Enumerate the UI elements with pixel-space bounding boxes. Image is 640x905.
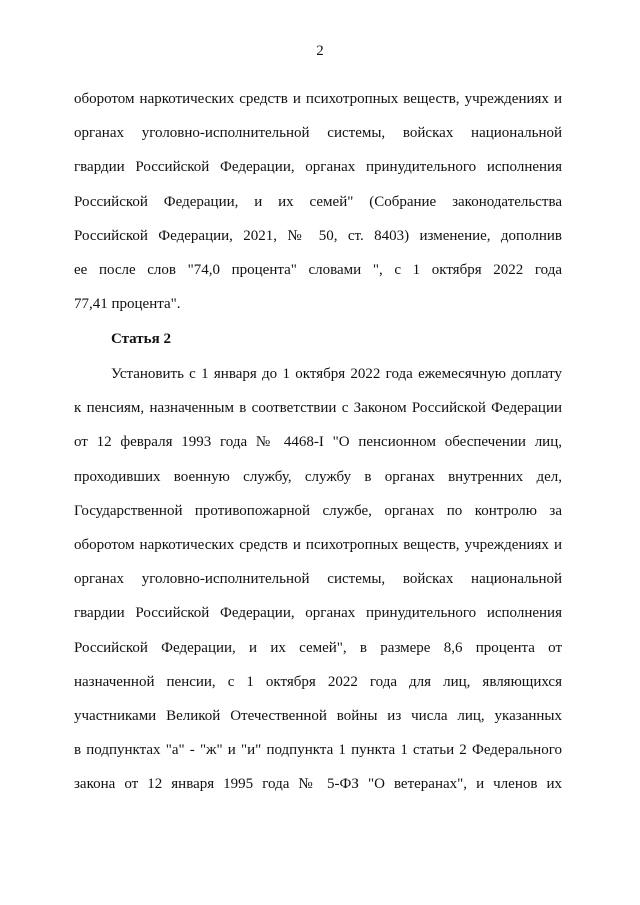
text-line: оборотом наркотических средств и психотропных веществ, учреждениях и [74,91,562,107]
text-line: органах уголовно-исполнительной системы, войсках национальной [74,125,562,142]
paragraph-amendment [74,89,562,328]
article-heading: Статья 2 [111,331,171,347]
text-line: Российской Федерации, 2021, № 50, ст. 8403) изменение, дополнив [74,227,562,244]
text-line: Российской Федерации, и их семей" (Собрание законодательства [74,193,562,210]
text-line: проходивших военную службу, службу в органах внутренних дел, [74,468,562,485]
text-line: Государственной противопожарной службе, органах по контролю за [74,502,562,519]
text-line: назначенной пенсии, с 1 октября 2022 года для лиц, являющихся [74,673,562,690]
text-line: органах уголовно-исполнительной системы, войсках национальной [74,571,562,588]
text-line: к пенсиям, назначенным в соответствии с Законом Российской Федерации [74,400,562,417]
text-line: в подпунктах "а" - "ж" и "и" подпункта 1 пункта 1 статьи 2 Федерального [74,742,562,759]
paragraph-article-2 [74,364,562,808]
text-line: гвардии Российской Федерации, органах принудительного исполнения [74,605,562,622]
text-line: закона от 12 января 1995 года № 5-ФЗ "О ветеранах", и членов их [74,776,562,793]
text-line: Установить с 1 января до 1 октября 2022 года ежемесячную доплату [111,366,562,382]
page-number: 2 [316,43,324,59]
text-line: оборотом наркотических средств и психотропных веществ, учреждениях и [74,536,562,553]
text-line: участниками Великой Отечественной войны из числа лиц, указанных [74,707,562,724]
text-line: от 12 февраля 1993 года № 4468-I "О пенсионном обеспечении лиц, [74,434,562,451]
text-line: 77,41 процента". [74,296,181,313]
text-line: ее после слов "74,0 процента" словами ", с 1 октября 2022 года [74,261,562,278]
text-line: Российской Федерации, и их семей", в размере 8,6 процента от [74,639,562,656]
text-line: гвардии Российской Федерации, органах принудительного исполнения [74,159,562,176]
